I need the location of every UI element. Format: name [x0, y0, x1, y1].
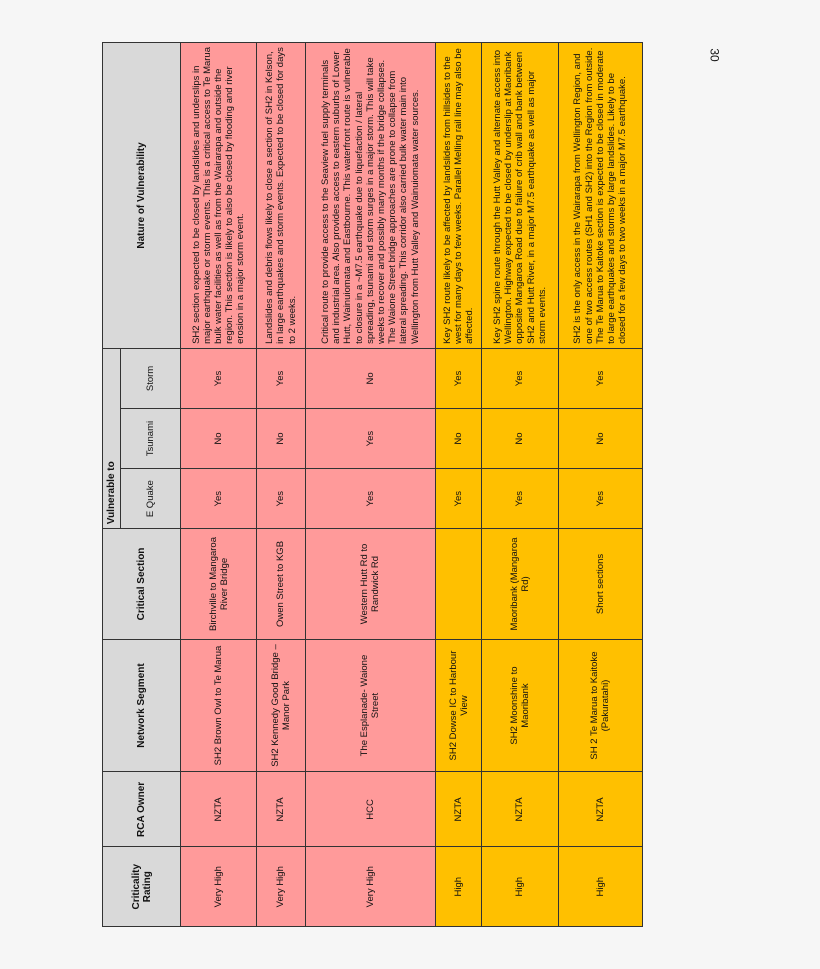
- nature-cell: Key SH2 spine route through the Hutt Valley and alternate access into Wellington. Highway expected to be closed by underslip at Maoribank opposite Mangaroa Road due to failure of crib wall and bank between SH2 and Hutt River, in a major M7.5 earthquake as well as major storm events.: [482, 43, 558, 349]
- owner-cell: NZTA: [181, 772, 257, 847]
- section-cell: Short sections: [558, 529, 642, 640]
- section-cell: [436, 529, 482, 640]
- tsunami-cell: No: [257, 409, 305, 469]
- section-cell: Maoribank (Mangaroa Rd): [482, 529, 558, 640]
- table-row: [558, 43, 642, 927]
- vulnerability-table: [102, 42, 643, 927]
- owner-cell: HCC: [305, 772, 436, 847]
- header-storm: Storm: [121, 348, 181, 408]
- owner-cell: NZTA: [436, 772, 482, 847]
- header-quake: E Quake: [121, 469, 181, 529]
- quake-cell: Yes: [257, 469, 305, 529]
- criticality-cell: Very High: [305, 847, 436, 927]
- header-segment: Network Segment: [103, 639, 181, 772]
- table-row: [436, 43, 482, 927]
- tsunami-cell: Yes: [305, 409, 436, 469]
- nature-cell: Key SH2 route likely to be affected by landslides from hillsides to the west for many days to few weeks. Parallel Melling rail line may also be affected.: [436, 43, 482, 349]
- segment-cell: The Esplanade- Waione Street: [305, 639, 436, 772]
- tsunami-cell: No: [436, 409, 482, 469]
- header-nature: Nature of Vulnerability: [103, 43, 181, 349]
- header-criticality: Criticality Rating: [103, 847, 181, 927]
- section-cell: Birchville to Mangaroa River Bridge: [181, 529, 257, 640]
- tsunami-cell: No: [181, 409, 257, 469]
- nature-cell: SH2 section expected to be closed by landslides and underslips in major earthquake or storm events. This is a critical access to Te Marua bulk water facilities as well as from the Wairarapa and outside the region. This section is likely to also be closed by flooding and river erosion in a major storm event.: [181, 43, 257, 349]
- section-cell: Owen Street to KGB: [257, 529, 305, 640]
- quake-cell: Yes: [181, 469, 257, 529]
- criticality-cell: Very High: [181, 847, 257, 927]
- segment-cell: SH2 Brown Owl to Te Marua: [181, 639, 257, 772]
- owner-cell: NZTA: [558, 772, 642, 847]
- segment-cell: SH2 Kennedy Good Bridge – Manor Park: [257, 639, 305, 772]
- page-number: 30: [707, 48, 722, 62]
- rotated-table-wrapper: [102, 42, 643, 927]
- owner-cell: NZTA: [482, 772, 558, 847]
- quake-cell: Yes: [305, 469, 436, 529]
- criticality-cell: High: [436, 847, 482, 927]
- owner-cell: NZTA: [257, 772, 305, 847]
- header-owner: RCA Owner: [103, 772, 181, 847]
- table-row: [305, 43, 436, 927]
- nature-cell: Critical route to provide access to the Seaview fuel supply terminals and industrial area. Also provides access to eastern suburbs of Lower Hutt, Wainuiomata and Eastbourne. This waterfront route is vulnerable to closure in a ~M7.5 earthquake due to liquefaction / lateral spreading, tsunami and storm surges in a major storm. This will take weeks to recover and possibly many months if the bridge collapses. The Waione Street bridge approaches are prone to collapse from lateral spreading. This corridor also carried bulk water main into Wellington from Hutt Valley and Wainuiomata water sources.: [305, 43, 436, 349]
- storm-cell: Yes: [436, 348, 482, 408]
- storm-cell: Yes: [181, 348, 257, 408]
- table-row: [482, 43, 558, 927]
- section-cell: Western Hutt Rd to Randwick Rd: [305, 529, 436, 640]
- nature-cell: Landslides and debris flows likely to close a section of SH2 in Kelson, in large earthquakes and storm events. Expected to be closed for days to 2 weeks.: [257, 43, 305, 349]
- tsunami-cell: No: [558, 409, 642, 469]
- table-row: [181, 43, 257, 927]
- segment-cell: SH 2 Te Marua to Kaitoke (Pakuratahi): [558, 639, 642, 772]
- segment-cell: SH2 Dowse IC to Harbour View: [436, 639, 482, 772]
- tsunami-cell: No: [482, 409, 558, 469]
- criticality-cell: Very High: [257, 847, 305, 927]
- criticality-cell: High: [482, 847, 558, 927]
- segment-cell: SH2 Moonshine to Maoribank: [482, 639, 558, 772]
- storm-cell: Yes: [482, 348, 558, 408]
- criticality-cell: High: [558, 847, 642, 927]
- quake-cell: Yes: [436, 469, 482, 529]
- header-vulnerable-to: Vulnerable to: [103, 348, 121, 528]
- storm-cell: Yes: [257, 348, 305, 408]
- storm-cell: No: [305, 348, 436, 408]
- nature-cell: SH2 is the only access in the Wairarapa from Wellington Region, and one of two access routes (SH1 and SH2) into the Region from outside. The Te Marua to Kaitoke section is expected to be closed in moderate to large earthquakes and storms by large landslides. Likely to be closed for a few days to two weeks in a major M7.5 earthquake.: [558, 43, 642, 349]
- header-tsunami: Tsunami: [121, 409, 181, 469]
- quake-cell: Yes: [482, 469, 558, 529]
- table-row: [257, 43, 305, 927]
- quake-cell: Yes: [558, 469, 642, 529]
- storm-cell: Yes: [558, 348, 642, 408]
- header-section: Critical Section: [103, 529, 181, 640]
